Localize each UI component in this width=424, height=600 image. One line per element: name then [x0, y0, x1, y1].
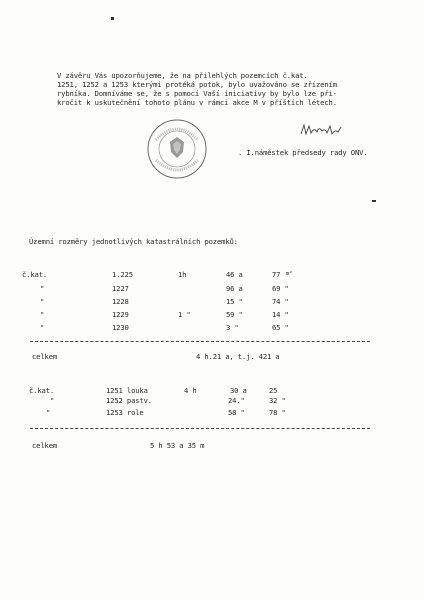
row-hectares: 4 h: [184, 386, 197, 395]
row-hectares: 1h: [178, 270, 187, 279]
row-square-meters: 77: [272, 270, 281, 279]
row-ares: 96 a: [226, 284, 243, 293]
row-label: ": [40, 297, 45, 306]
row-ares: 46 a: [226, 270, 243, 279]
row-label: č.kat.: [29, 386, 55, 395]
total-value: 5 h 53 a 35 m: [150, 441, 205, 450]
total-value: 4 h.21 a, t.j. 421 a: [196, 352, 280, 361]
intro-line-3: rybníka. Domníváme se, že s pomocí Vaší iniciativy by bylo lze při-: [57, 89, 337, 98]
handwritten-signature: [300, 122, 342, 138]
row-parcel: 1229: [112, 310, 129, 319]
row-parcel: 1.225: [112, 270, 133, 279]
row-label: ": [50, 396, 55, 405]
row-hectares: 1 ": [178, 310, 191, 319]
row-ares: 30 a: [230, 386, 247, 395]
row-ares: 24.": [228, 396, 245, 405]
row-parcel: 1252 pastv.: [106, 396, 152, 405]
row-square-meters: 78 ": [269, 408, 286, 417]
section-heading: Územní rozměry jednotlivých katastrálních pozemků:: [29, 237, 238, 246]
row-ares: 59 ": [226, 310, 243, 319]
row-ares: 3 ": [226, 323, 239, 332]
row-ares: 58 ": [228, 408, 245, 417]
divider-line: [30, 428, 370, 429]
row-square-meters: 69 ": [272, 284, 289, 293]
total-label: celkem: [32, 441, 58, 450]
row-square-meters: 32 ": [269, 396, 286, 405]
total-label: celkem: [32, 352, 58, 361]
row-parcel: 1227: [112, 284, 129, 293]
row-parcel: 1253 role: [106, 408, 144, 417]
intro-line-4: kročit k uskutečnění tohoto plánu v rámci akce M v příštích létech.: [57, 98, 337, 107]
row-label: č.kat.: [22, 270, 48, 279]
unit-m2-note: m²: [286, 271, 293, 277]
signatory-title: . I.náměstek předsedy rady ONV.: [238, 148, 368, 157]
row-label: ": [40, 323, 45, 332]
row-label: ": [40, 284, 45, 293]
margin-mark: [372, 200, 376, 202]
row-ares: 15 ": [226, 297, 243, 306]
row-label: ": [46, 408, 51, 417]
punch-mark: [111, 17, 114, 20]
row-parcel: 1251 louka: [106, 386, 148, 395]
intro-line-2: 1251, 1252 a 1253 kterými protéká potok, bylo uvažováno se zřízením: [57, 80, 337, 89]
row-square-meters: 14 ": [272, 310, 289, 319]
row-parcel: 1230: [112, 323, 129, 332]
row-square-meters: 25: [269, 386, 278, 395]
divider-line: [30, 341, 370, 342]
official-round-stamp: [146, 118, 208, 180]
row-label: ": [40, 310, 45, 319]
intro-line-1: V závěru Vás upozorňujeme, že na přilehlých pozemcích č.kat.: [57, 71, 308, 80]
row-square-meters: 74 ": [272, 297, 289, 306]
row-square-meters: 65 ": [272, 323, 289, 332]
row-parcel: 1228: [112, 297, 129, 306]
